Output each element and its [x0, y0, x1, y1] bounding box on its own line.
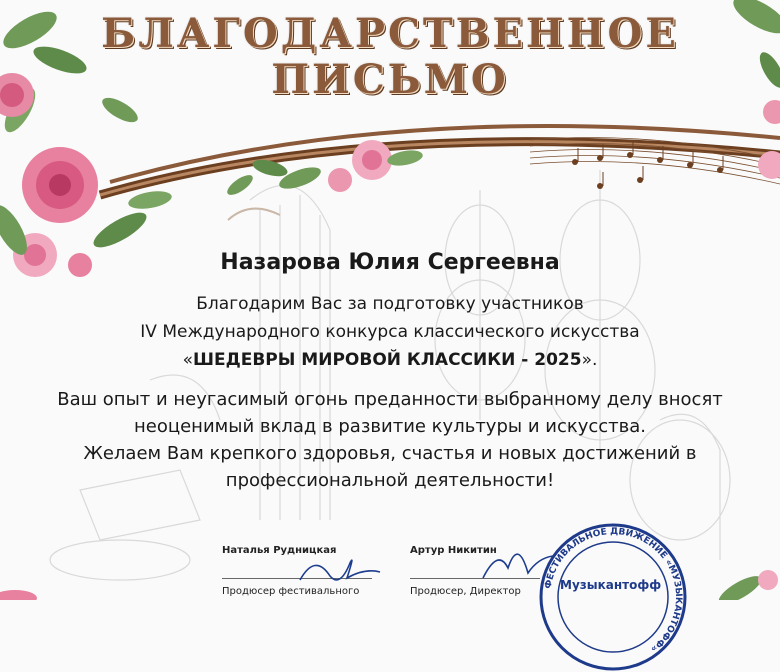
stamp-seal [538, 522, 688, 672]
body-line-1: Благодарим Вас за подготовку участников [196, 294, 584, 314]
title-line-1: БЛАГОДАРСТВЕННОЕ [101, 10, 679, 57]
quote-close: ». [581, 350, 598, 370]
signer-left-role: Продюсер фестивального [222, 586, 360, 597]
quote-open: « [182, 350, 193, 370]
signer-right-name: Артур Никитин [410, 545, 497, 556]
recipient-name: Назарова Юлия Сергеевна [220, 250, 560, 275]
signature-left [295, 548, 385, 590]
body-line-7: профессиональной деятельности! [225, 470, 555, 491]
body-line-4: Ваш опыт и неугасимый огонь преданности выбранному делу вносят [57, 389, 723, 410]
contest-title: ШЕДЕВРЫ МИРОВОЙ КЛАССИКИ - 2025 [192, 350, 582, 370]
contest-title-line [20, 350, 760, 370]
title-line-2: ПИСЬМО [271, 56, 509, 103]
svg-text:ФЕСТИВАЛЬНОЕ ДВИЖЕНИЕ «МУЗЫКАН: ФЕСТИВАЛЬНОЕ ДВИЖЕНИЕ «МУЗЫКАНТОФФ» [543, 526, 684, 654]
body-line-6: Желаем Вам крепкого здоровья, счастья и новых достижений в [83, 443, 697, 464]
stamp-brand: Музыкантофф [560, 578, 662, 592]
signer-right-role: Продюсер, Директор [410, 586, 521, 597]
signer-left-name: Наталья Рудницкая [222, 545, 337, 556]
body-line-5: неоценимый вклад в развитие культуры и искусства. [134, 416, 646, 437]
body-line-2: IV Международного конкурса классического искусства [140, 322, 640, 342]
